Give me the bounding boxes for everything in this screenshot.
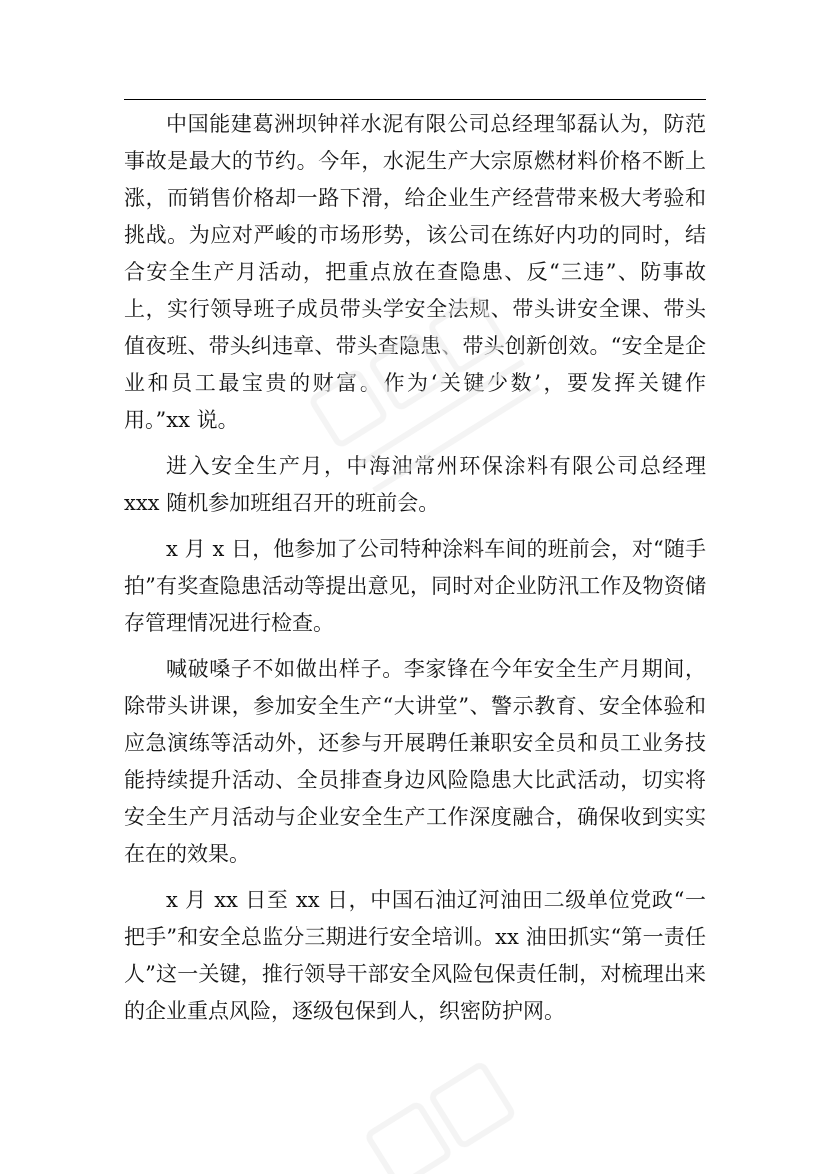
paragraph-5: x 月 xx 日至 xx 日，中国石油辽河油田二级单位党政“一把手”和安全总监分三期进行安全培训。xx 油田抓实“第一责任人”这一关键，推行领导干部安全风险包保责任制，对梳理出来的企业重点风险，逐级包保到人，织密防护网。: [124, 888, 706, 1023]
body-text: [124, 106, 706, 1030]
header-rule: [124, 99, 706, 100]
paragraph-3: x 月 x 日，他参加了公司特种涂料车间的班前会，对“随手拍”有奖查隐患活动等提出意见，同时对企业防汛工作及物资储存管理情况进行检查。: [124, 537, 706, 635]
paragraph-2: 进入安全生产月，中海油常州环保涂料有限公司总经理 xxx 随机参加班组召开的班前会。: [124, 454, 706, 515]
paragraph-4: 喊破嗓子不如做出样子。李家锋在今年安全生产月期间，除带头讲课，参加安全生产“大讲堂”、警示教育、安全体验和应急演练等活动外，还参与开展聘任兼职安全员和员工业务技能持续提升活动、全员排查身边风险隐患大比武活动，切实将安全生产月活动与企业安全生产工作深度融合，确保收到实实在在的效果。: [124, 657, 706, 866]
paragraph-1: 中国能建葛洲坝钟祥水泥有限公司总经理邹磊认为，防范事故是最大的节约。今年，水泥生产大宗原燃材料价格不断上涨，而销售价格却一路下滑，给企业生产经营带来极大考验和挑战。为应对严峻的市场形势，该公司在练好内功的同时，结合安全生产月活动，把重点放在查隐患、反“三违”、防事故上，实行领导班子成员带头学安全法规、带头讲安全课、带头值夜班、带头纠违章、带头查隐患、带头创新创效。“安全是企业和员工最宝贵的财富。作为‘关键少数’，要发挥关键作用。”xx 说。: [124, 112, 706, 432]
